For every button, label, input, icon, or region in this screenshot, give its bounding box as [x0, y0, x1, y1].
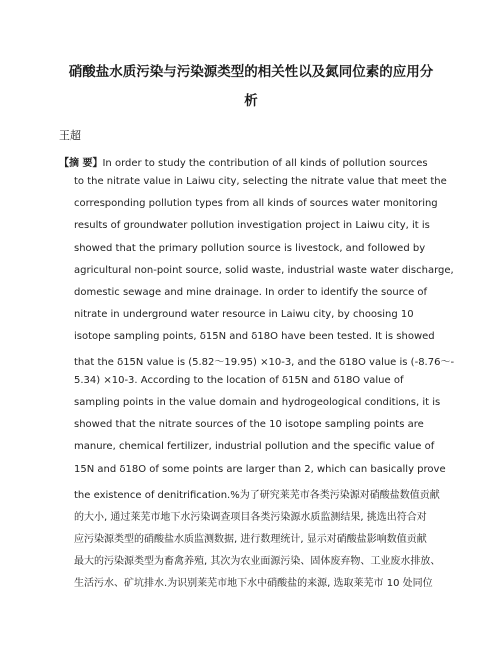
abstract-line-10: that the δ15N value is (5.82～19.95) ×10-3, and the δ18O value is (-8.76～-	[74, 357, 455, 368]
abstract-line-12: sampling points in the value domain and hydrogeological conditions, it is	[74, 397, 441, 408]
author-name: 王超	[59, 129, 81, 142]
paper-title-line-2: 析	[244, 93, 258, 109]
abstract-line-6: agricultural non-point source, solid waste, industrial waste water discharge,	[74, 265, 454, 276]
abstract-line-2: to the nitrate value in Laiwu city, selecting the nitrate value that meet the	[74, 176, 447, 187]
abstract-line-14: manure, chemical fertilizer, industrial pollution and the specific value of	[74, 441, 435, 452]
abstract-line-1	[59, 154, 428, 169]
abstract-line-20: 生活污水、矿坑排水.为识别莱芜市地下水中硝酸盐的来源, 选取莱芜市 10 处同位	[74, 578, 433, 589]
abstract-line-8: nitrate in underground water resource in Laiwu city, by choosing 10	[74, 309, 414, 320]
abstract-line-7: domestic sewage and mine drainage. In order to identify the source of	[74, 287, 428, 298]
abstract-text: In order to study the contribution of all kinds of pollution sources	[102, 158, 428, 169]
paper-title-line-1: 硝酸盐水质污染与污染源类型的相关性以及氮同位素的应用分	[68, 64, 434, 80]
abstract-line-3: corresponding pollution types from all kinds of sources water monitoring	[74, 198, 438, 209]
paper-title	[40, 58, 462, 116]
abstract-line-11: 5.34) ×10-3. According to the location of δ15N and δ18O value of	[74, 375, 404, 386]
abstract-line-5: showed that the primary pollution source is livestock, and followed by	[74, 243, 426, 254]
abstract-label: 【摘 要】	[59, 158, 103, 169]
abstract-line-17: 的大小, 通过莱芜市地下水污染调查项目各类污染源水质监测结果, 挑选出符合对	[74, 512, 427, 523]
abstract-line-18: 应污染源类型的硝酸盐水质监测数据, 进行数理统计, 显示对硝酸盐影响数值贡献	[74, 534, 427, 545]
abstract-line-16: the existence of denitrification.%为了研究莱芜市各类污染源对硝酸盐数值贡献	[74, 490, 440, 501]
abstract-line-19: 最大的污染源类型为畜禽养殖, 其次为农业面源污染、固体废弃物、工业废水排放、	[74, 556, 441, 567]
abstract-line-9: isotope sampling points, δ15N and δ18O have been tested. It is showed	[74, 331, 435, 342]
abstract-line-4: results of groundwater pollution investigation project in Laiwu city, it is	[74, 220, 430, 231]
abstract-line-15: 15N and δ18O of some points are larger than 2, which can basically prove	[74, 464, 446, 475]
abstract-line-13: showed that the nitrate sources of the 10 isotope sampling points are	[74, 419, 424, 430]
